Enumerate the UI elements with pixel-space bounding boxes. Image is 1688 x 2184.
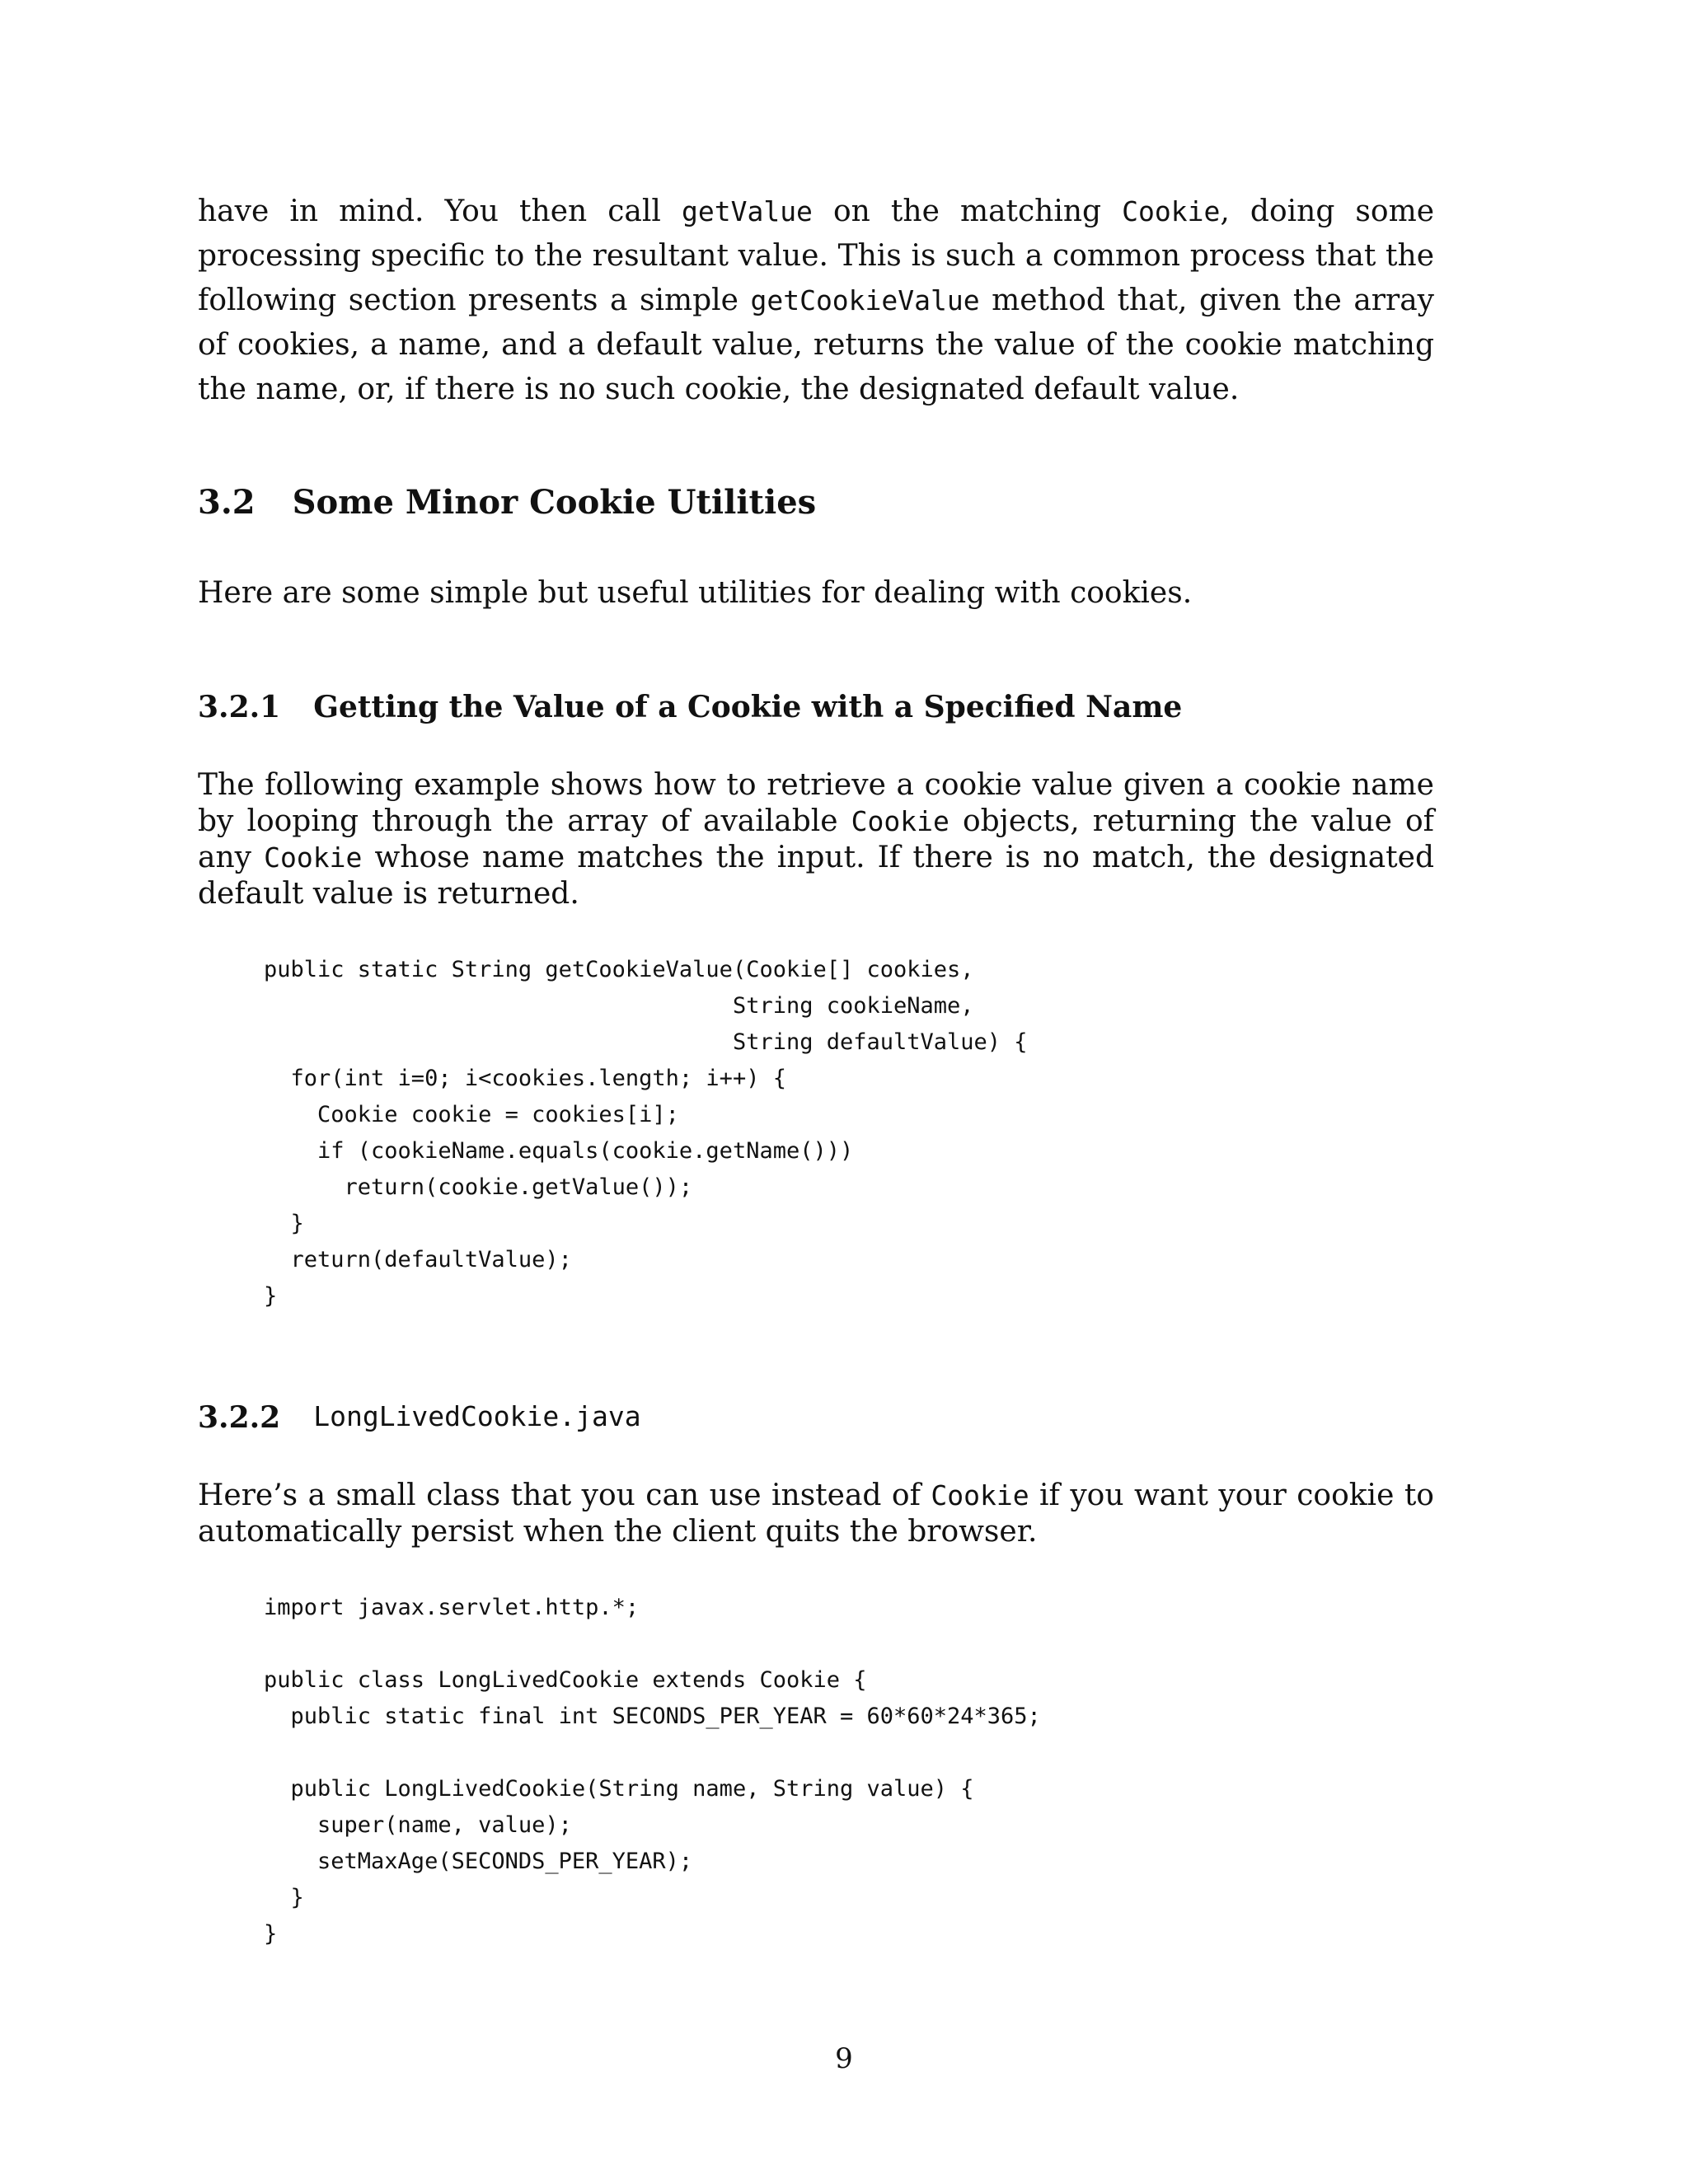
inline-code: getCookieValue [750,284,980,316]
section-number: 3.2.2 [198,1400,281,1435]
section-number: 3.2 [198,483,256,522]
section-title: Getting the Value of a Cookie with a Specified Name [313,690,1183,724]
section-3-2-body: Here are some simple but useful utilities for dealing with cookies. [198,576,1193,610]
code-block-long-lived-cookie: import javax.servlet.http.*; public class LongLivedCookie extends Cookie { public static final int SECONDS_PER_YEAR = 60*60*24*365; public LongLivedCookie(String name, String value) { super(name, value); setMaxAge(SECONDS_PER_YEAR); } } [264,1595,1041,1947]
text-run: objects, returning the value of any [198,804,1434,874]
inline-code: Cookie [264,841,363,874]
text-run: , doing some processing specific to the resultant value. This is such a common process that the following section presents a simple [198,194,1435,317]
text-run: if you want your cookie to automatically persist when the client quits the browser. [198,1479,1434,1549]
section-heading-3-2-2 [198,1400,1434,1435]
section-3-2-2-body [198,1478,1434,1550]
section-heading-3-2 [198,483,1434,522]
inline-code: getValue [681,195,813,227]
section-title: LongLivedCookie.java [313,1400,641,1432]
inline-code: Cookie [931,1479,1029,1511]
document-page [198,190,1434,1952]
section-title: Some Minor Cookie Utilities [292,483,817,522]
inline-code: Cookie [1122,195,1221,227]
text-run: Here’s a small class that you can use instead of [198,1479,931,1512]
text-run: have in mind. You then call [198,194,682,228]
text-run: The following example shows how to retrieve a cookie value given a cookie name by looping through the array of available [198,768,1434,838]
text-run: whose name matches the input. If there is no match, the designated default value is returned. [198,841,1434,911]
text-run: on the matching [812,194,1123,228]
inline-code: Cookie [851,805,950,837]
code-block-get-cookie-value: public static String getCookieValue(Cookie[] cookies, String cookieName, String defaultValue) { for(int i=0; i<cookies.length; i++) { Cookie cookie = cookies[i]; if (cookieName.equals(cookie.getName())) return(cookie.getValue()); } return(defaultValue); } [264,957,1028,1309]
intro-paragraph [198,190,1434,412]
section-heading-3-2-1 [198,690,1434,724]
page-number: 9 [835,2042,853,2075]
section-3-2-1-body [198,767,1434,912]
text-run: method that, given the array of cookies, a name, and a default value, returns the value of the cookie matching the name, or, if there is no such cookie, the designated default value. [198,284,1434,406]
section-number: 3.2.1 [198,690,281,724]
